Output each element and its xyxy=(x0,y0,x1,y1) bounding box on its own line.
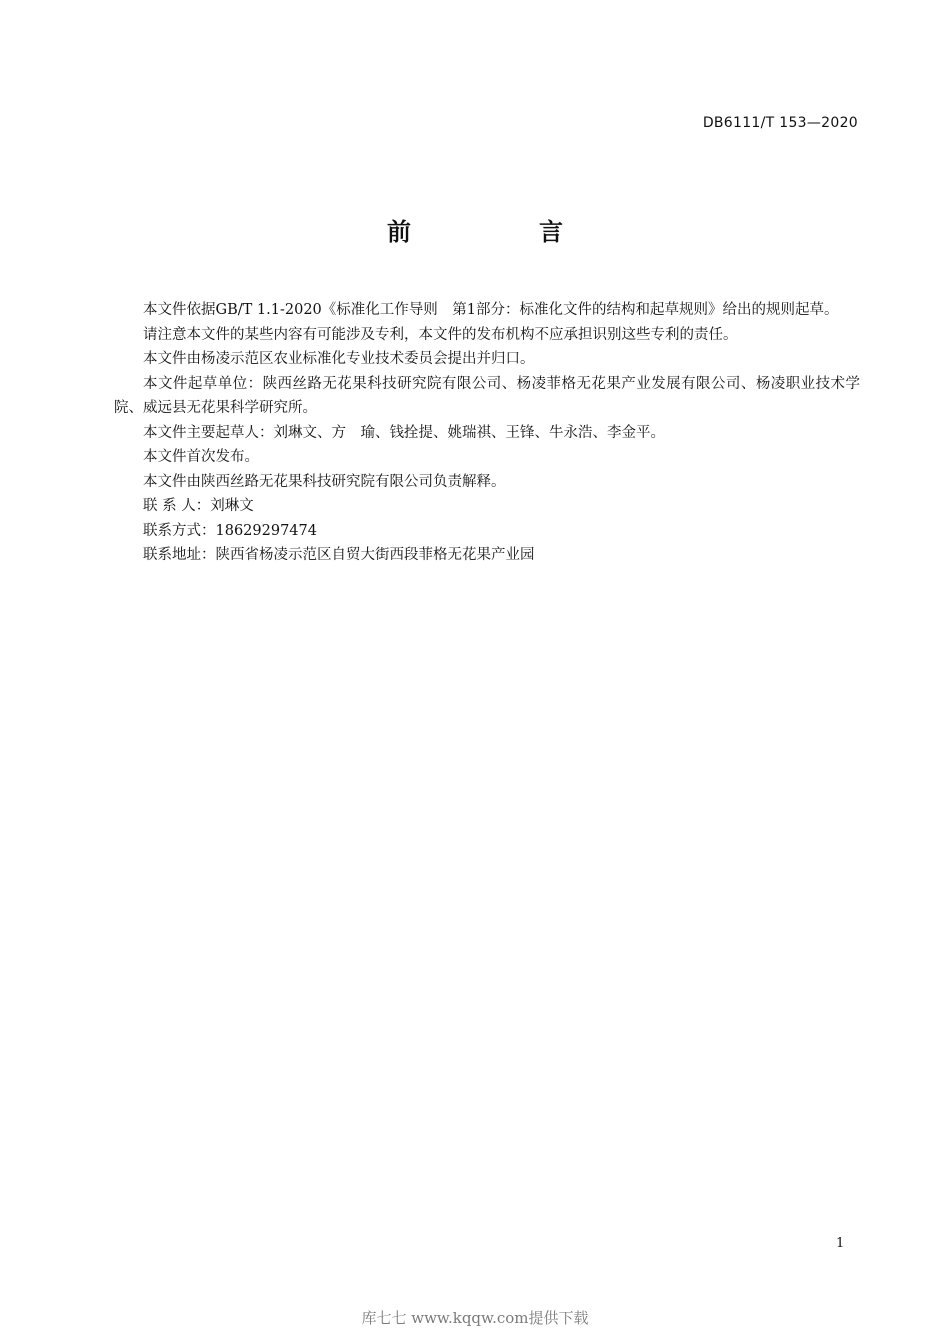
foreword-body xyxy=(114,298,860,568)
paragraph-contact-address: 联系地址：陕西省杨凌示范区自贸大街西段菲格无花果产业园 xyxy=(143,547,535,563)
page-title: 前 言 xyxy=(387,218,615,246)
paragraph-first-release: 本文件首次发布。 xyxy=(143,449,259,465)
page-number: 1 xyxy=(836,1236,845,1251)
paragraph-main-drafters: 本文件主要起草人：刘琳文、方 瑜、钱拴提、姚瑞祺、王锋、牛永浩、李金平。 xyxy=(143,424,665,441)
paragraph-contact-person: 联 系 人：刘琳文 xyxy=(143,498,254,514)
standard-code: DB6111/T 153—2020 xyxy=(702,115,858,131)
download-footer: 库七七 www.kqqw.com提供下载 xyxy=(361,1309,589,1327)
paragraph-drafting-units: 本文件起草单位：陕西丝路无花果科技研究院有限公司、杨凌菲格无花果产业发展有限公司、杨凌职业技术学院、威远县无花果科学研究所。 xyxy=(114,375,860,416)
paragraph-proposer: 本文件由杨凌示范区农业标准化专业技术委员会提出并归口。 xyxy=(143,351,535,367)
paragraph-drafting-basis: 本文件依据GB/T 1.1-2020《标准化工作导则 第1部分：标准化文件的结构和起草规则》给出的规则起草。 xyxy=(143,302,839,318)
paragraph-contact-phone: 联系方式：18629297474 xyxy=(143,522,317,539)
paragraph-patent-notice: 请注意本文件的某些内容有可能涉及专利，本文件的发布机构不应承担识别这些专利的责任。 xyxy=(143,326,738,343)
paragraph-interpretation: 本文件由陕西丝路无花果科技研究院有限公司负责解释。 xyxy=(143,473,506,490)
